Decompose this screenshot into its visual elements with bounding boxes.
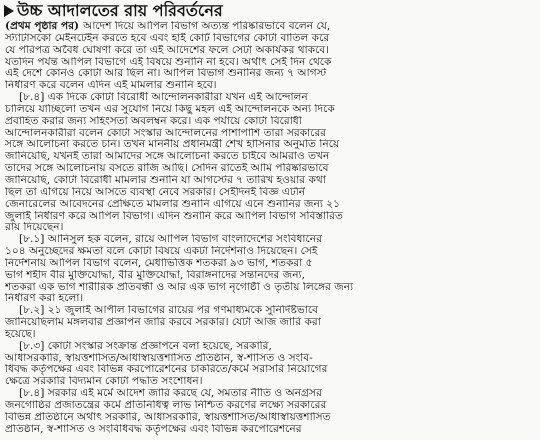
line-text: [৮.৪] সরকার এই মর্মে আদেশ জারি করছে যে, সমতার নীতি ও অনগ্রসর (19, 388, 322, 400)
paragraph (5, 305, 535, 341)
text-line (5, 388, 535, 400)
text-line (5, 139, 535, 151)
text-line (5, 45, 535, 57)
text-line (5, 33, 535, 45)
line-text: ভাগ শহীদ বীর মুক্তিযোদ্ধা, বীর মুক্তিযোদ্ধা, বিরাঙ্গনাদের সন্তানদের জন্য, (5, 269, 305, 281)
text-line (5, 329, 535, 341)
line-text: জানিয়েছি, কোটা বিরোধী মামলার শুনানি যা আগস্টের ৭ তারিখ হওয়ার কথা (5, 174, 326, 186)
text-line (5, 246, 535, 258)
line-text: ক্ষেত্রে সরকারি বিদ্যমান কোটা পদ্ধতি সংশোধন। (5, 376, 203, 388)
line-text: রায় দিয়েছেন। (5, 222, 64, 234)
line-text: জেনারেলের আবেদনের প্রেক্ষিতে মামলার শুনানি এগিয়ে এনে শুনানির জন্য ২১ (5, 198, 341, 210)
line-text: নির্দেশনায় আপিল বিভাগ বলেন, মেধাভিত্তিক শতকরা ৯৩ ভাগ, শতকরা ৫ (5, 257, 313, 269)
line-text: আদেশ দিয়ে আপিল বিভাগ অত্যন্ত পরিষ্কারভাবে বলেন যে, (83, 21, 331, 32)
line-text: এই দেশে কোনও কোটা আর ছিল না। আপিল বিভাগ শুনানির জন্য ৭ আগস্ট (5, 68, 327, 80)
text-line (5, 92, 535, 104)
triangle-bullet-icon (4, 5, 14, 17)
text-line (5, 187, 535, 199)
text-line (5, 211, 535, 223)
line-text: ধিবদ্ধ কর্তৃপক্ষের এবং বিভিন্ন করপোরেশনের চাকরিতে/কর্মে সরাসরি নিয়োগের (5, 364, 328, 376)
line-text: চালিয়ে যাচ্ছিলো তখন এর সুযোগ নিয়ে কিছু মহল এই আন্দোলনকে অন্য দিকে (5, 103, 335, 115)
text-line (5, 282, 535, 294)
paragraph (5, 21, 535, 92)
line-text: সঙ্গে আলোচনা করতে চান। তখন মাননীয় প্রধানমন্ত্রী শেখ হাসিনার অনুমতি নিয়ে (5, 139, 340, 151)
text-line (5, 412, 535, 424)
line-text: যে পরিপত্র অবৈধ ঘোষণা করে তা এই আদেশের ফলে সেটা অকার্যকর থাকবে। (5, 44, 330, 56)
line-text: [৮.২] ২১ জুলাই আপীল বিভাগের রায়ের পর গণমাধ্যমকে সুনির্দিষ্টভাবে (19, 305, 318, 317)
line-text: [৮.৪] এক দিকে কোটা বিরোধী আন্দোলনকারীরা যখন এই আন্দোলন (19, 92, 308, 104)
headline-row (4, 1, 534, 21)
line-text: জানিয়েছিলাম মঙ্গলবার প্রজ্ঞাপন জারি করবে সরকার। যেটা আজ জারি করা (5, 317, 321, 329)
text-line (5, 376, 535, 388)
text-line (5, 293, 535, 305)
text-line (5, 151, 535, 163)
text-line (5, 116, 535, 128)
text-line (5, 317, 535, 329)
text-line (5, 128, 535, 140)
text-line (5, 222, 535, 234)
text-line (5, 175, 535, 187)
line-text: নির্ধারণ করা হলো। (5, 293, 84, 305)
text-line (5, 305, 535, 317)
text-line (5, 341, 535, 353)
line-text: নির্ধারণ করে বলেন এদিন এই মামলার শুনানি হবে। (5, 80, 217, 92)
line-text: ১০৪ অনুচ্ছেদের ক্ষমতা বলে কোটা বিষয়ে একটা নির্দেশনাও দিয়েছেন। সেই (5, 246, 318, 258)
line-text: হয়েছে। (5, 328, 36, 340)
line-text: জনগোষ্ঠির প্রজাতন্ত্রের কর্মে প্রতিনিধিত্ব লাভ নিশ্চিত করণের লক্ষ্যে সরকারের (5, 400, 327, 411)
paragraph (5, 92, 535, 234)
line-text: [৮.১] আনিসুল হক বলেন, রায়ে আপিল বিভাগ বাংলাদেশের সংবিধানের (19, 234, 322, 246)
headline: উচ্চ আদালতের রায় পরিবর্তনের (17, 1, 223, 20)
paragraph (5, 341, 535, 388)
text-line (5, 21, 535, 33)
text-line (5, 199, 535, 211)
article-body (5, 21, 535, 439)
line-text: প্রতিষ্ঠান, স্ব-শাসিত ও সংবিধিবদ্ধ কর্তৃপক্ষের এবং বিভিন্ন করপোরেশনের (5, 423, 302, 435)
text-line (5, 234, 535, 246)
line-text: যতদিন পর্যন্ত আপিল বিভাগে এই বিষয়ে শুনানি না হবে। অর্থাৎ সেই দিন থেকে (5, 56, 332, 68)
line-text: ছিল তা এগিয়ে নিয়ে আসতে ব্যবস্থা নেবে সরকার। সেইদিনই বিজ্ঞ এটর্নি (5, 186, 306, 198)
line-text: তাদের সঙ্গে আলোচনায় বসতে রাজি আছি। সেদিন রাতেই আমি পরিষ্কারভাবে (5, 163, 329, 175)
text-line (5, 104, 535, 116)
continuation-label: (প্রথম পৃষ্ঠার পর) (5, 21, 80, 32)
text-line (5, 353, 535, 365)
text-line (5, 400, 535, 412)
line-text: জুলাই নির্ধারণ করে আপিল বিভাগ। এদিন শুনানি করে আপিল বিভাগ সবিস্তারিত (5, 210, 343, 222)
line-text: জানিয়েছি, যখনই তারা আমাদের সঙ্গে আলোচনা করতে চাইবে আমরাও তখন (5, 151, 330, 163)
text-line (5, 364, 535, 376)
line-text: [৮.৩] কোটা সংস্কার সংক্রান্ত প্রজ্ঞাপনে বলা হয়েছে, সরকারি, (19, 340, 272, 352)
paragraph (5, 234, 535, 305)
line-text: শতকরা এক ভাগ শারীরিক প্রতিবন্ধী ও আর এক ভাগ নৃগোষ্ঠী ও তৃতীয় লিঙ্গের জন্য (5, 281, 354, 293)
paragraph (5, 388, 535, 435)
line-text: আন্দোলনকারীরা বলেন কোটা সংস্কার আন্দোলনের পাশাপাশি তারা সরকারের (5, 127, 327, 139)
line-text: বিভিন্ন প্রতিষ্ঠানে অর্থাৎ সরকারি, আধাসরকারি, স্বায়ত্তশাসিত/আধাস্বায়ত্তশাসিত (5, 411, 331, 423)
line-text: স্ট্যাটাসকো মেইনটেইন করতে হবে এবং হাই কোর্ট বিভাগের কোটা বাতিল করে (5, 32, 330, 44)
line-text: প্রবাহিত করার জন্য সহিংসতা অবলম্বন করে। এক পর্যায়ে কোটা বিরোধী (5, 115, 302, 127)
text-line (5, 258, 535, 270)
text-line (5, 163, 535, 175)
text-line (5, 424, 535, 436)
text-line (5, 270, 535, 282)
text-line (5, 57, 535, 69)
text-line (5, 80, 535, 92)
text-line (5, 68, 535, 80)
line-text: আধাসরকারি, স্বায়ত্তশাসিত/আধাস্বায়ত্তশাসিত প্রতিষ্ঠান, স্ব-শাসিত ও সংবি- (5, 352, 313, 364)
